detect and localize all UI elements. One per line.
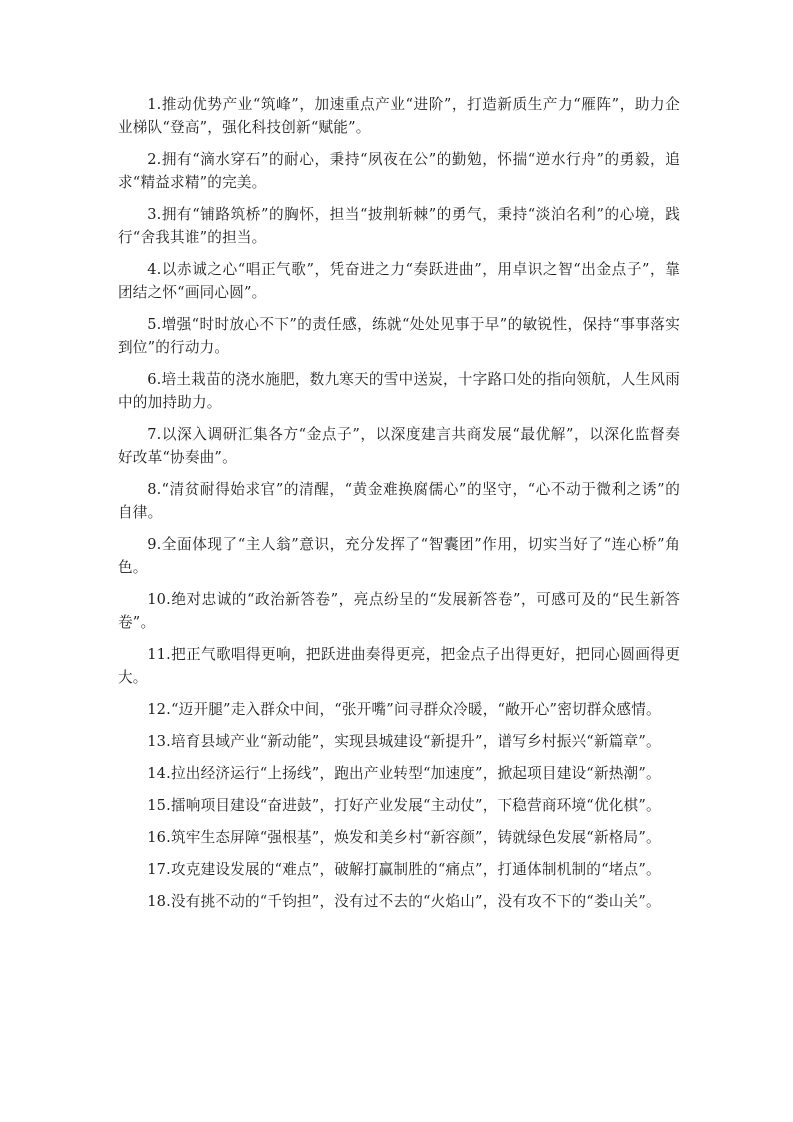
- paragraph-16: 16.筑牢生态屏障“强根基”，焕发和美乡村“新容颜”，铸就绿色发展“新格局”。: [147, 829, 661, 846]
- paragraph-14: 14.拉出经济运行“上扬线”，跑出产业转型“加速度”，掀起项目建设“新热潮”。: [147, 765, 661, 782]
- paragraph-4: 4.以赤诚之心“唱正气歌”，凭奋进之力“奏跃进曲”，用卓识之智“出金点子”，靠团结之怀“画同心圆”。: [118, 261, 680, 301]
- paragraph-8: 8.“清贫耐得始求官”的清醒，“黄金难换腐儒心”的坚守，“心不动于微利之诱”的自律。: [118, 481, 680, 521]
- paragraph-18: 18.没有挑不动的“千钧担”，没有过不去的“火焰山”，没有攻不下的“娄山关”。: [147, 893, 661, 910]
- paragraph-15: 15.擂响项目建设“奋进鼓”，打好产业发展“主动仗”，下稳营商环境“优化棋”。: [147, 797, 661, 814]
- paragraph-9: 9.全面体现了“主人翁”意识，充分发挥了“智囊团”作用，切实当好了“连心桥”角色。: [118, 536, 680, 576]
- paragraph-17: 17.攻克建设发展的“难点”，破解打赢制胜的“痛点”，打通体制机制的“堵点”。: [147, 861, 661, 878]
- paragraph-7: 7.以深入调研汇集各方“金点子”，以深度建言共商发展“最优解”，以深化监督奏好改革“协奏曲”。: [118, 426, 680, 466]
- paragraph-6: 6.培土栽苗的浇水施肥，数九寒天的雪中送炭，十字路口处的指向领航，人生风雨中的加持助力。: [118, 371, 680, 411]
- paragraph-10: 10.绝对忠诚的“政治新答卷”，亮点纷呈的“发展新答卷”，可感可及的“民生新答卷”。: [118, 591, 680, 631]
- paragraph-3: 3.拥有“铺路筑桥”的胸怀，担当“披荆斩棘”的勇气，秉持“淡泊名利”的心境，践行“舍我其谁”的担当。: [118, 206, 680, 246]
- paragraph-2: 2.拥有“滴水穿石”的耐心，秉持“夙夜在公”的勤勉，怀揣“逆水行舟”的勇毅，追求“精益求精”的完美。: [118, 151, 680, 191]
- paragraph-13: 13.培育县域产业“新动能”，实现县城建设“新提升”，谱写乡村振兴“新篇章”。: [147, 733, 661, 750]
- document-body: [118, 93, 680, 922]
- paragraph-5: 5.增强“时时放心不下”的责任感，练就“处处见事于早”的敏锐性，保持“事事落实到位”的行动力。: [118, 316, 680, 356]
- paragraph-12: 12.“迈开腿”走入群众中间，“张开嘴”问寻群众冷暖，“敞开心”密切群众感情。: [147, 701, 661, 718]
- paragraph-1: 1.推动优势产业“筑峰”，加速重点产业“进阶”，打造新质生产力“雁阵”，助力企业梯队“登高”，强化科技创新“赋能”。: [118, 96, 680, 136]
- paragraph-11: 11.把正气歌唱得更响，把跃进曲奏得更亮，把金点子出得更好，把同心圆画得更大。: [118, 646, 680, 686]
